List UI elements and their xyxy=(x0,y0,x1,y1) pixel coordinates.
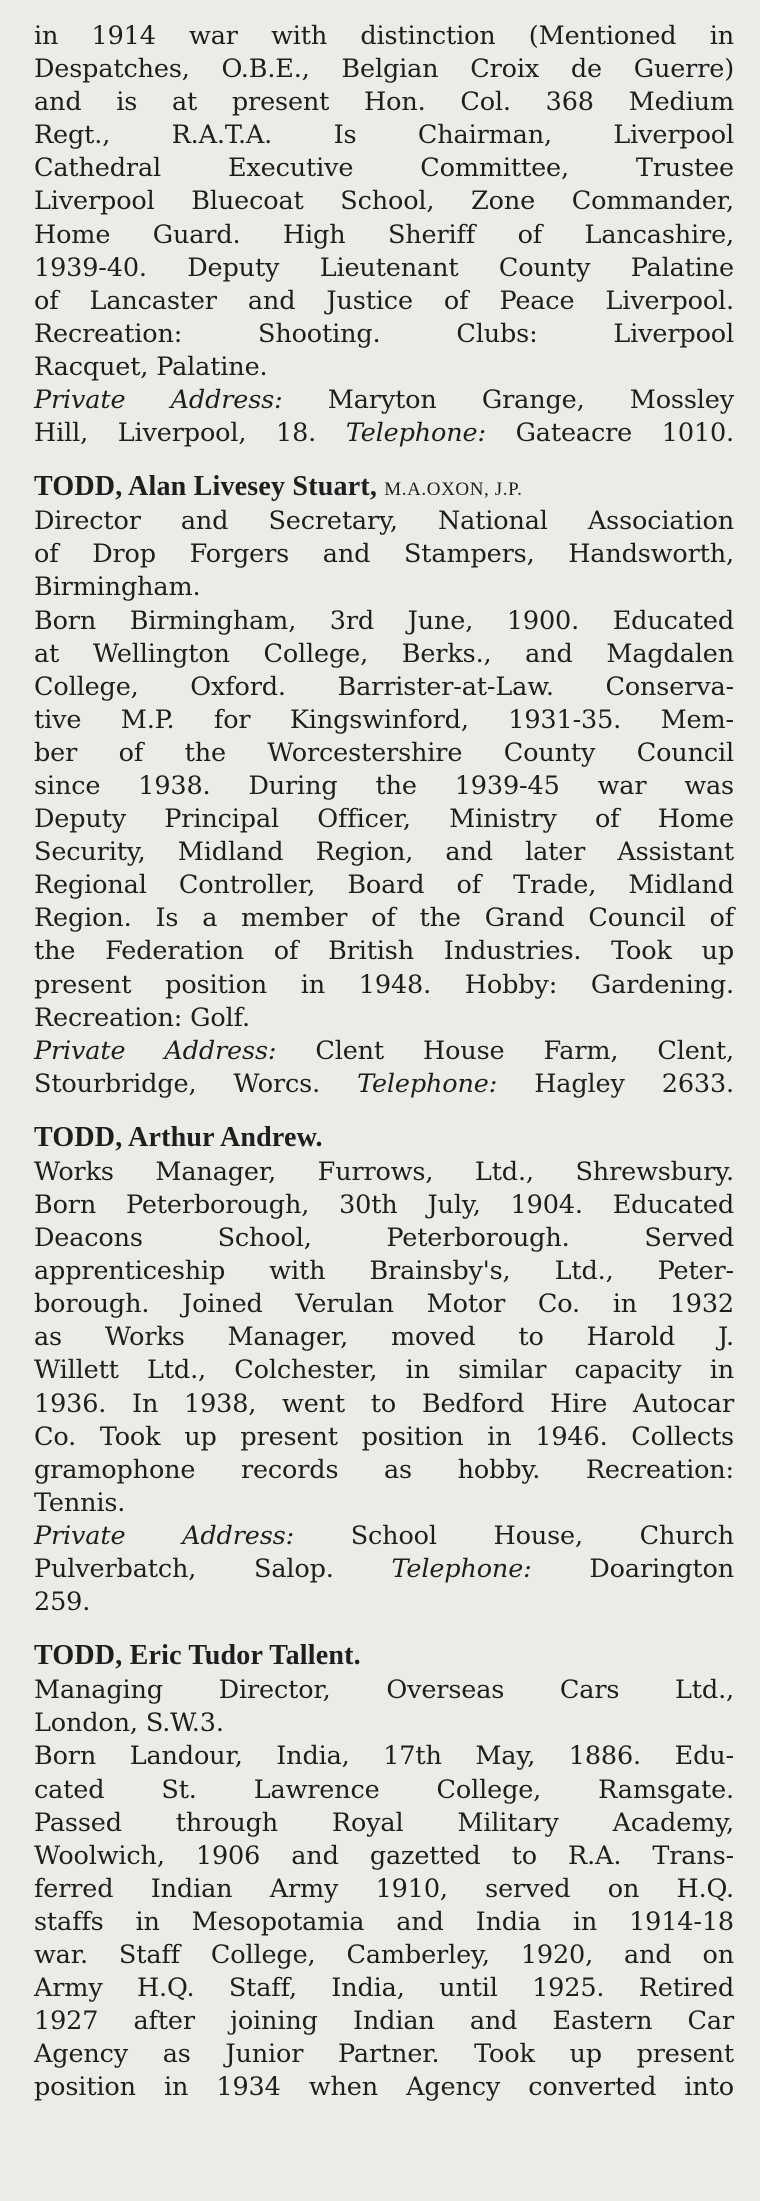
entry-name-heading xyxy=(34,469,734,505)
entry-text-line: apprenticeship with Brainsby's, Ltd., Peter- xyxy=(34,1256,734,1287)
private-address-line xyxy=(34,417,734,450)
entry-text-line: of Drop Forgers and Stampers, Handsworth, xyxy=(34,539,734,570)
entry-text-line: Birmingham. xyxy=(34,572,201,603)
entry-text-line: Recreation: Shooting. Clubs: Liverpool xyxy=(34,318,734,349)
entry-text-line: Co. Took up present position in 1946. Collects xyxy=(34,1421,734,1452)
entry-text-line: Despatches, O.B.E., Belgian Croix de Guerre) xyxy=(34,54,734,85)
entry-text-line: Passed through Royal Military Academy, xyxy=(34,1807,734,1838)
entry-text-line: Agency as Junior Partner. Took up present xyxy=(34,2039,734,2070)
entry-text-line: Recreation: Golf. xyxy=(34,1002,250,1033)
private-address-value: Maryton Grange, Mossley xyxy=(282,385,734,416)
entry-text-line: Born Birmingham, 3rd June, 1900. Educated xyxy=(34,605,734,636)
entry-text-line: the Federation of British Industries. Took up xyxy=(34,936,734,967)
entry-text-line: Cathedral Executive Committee, Trustee xyxy=(34,153,734,184)
entry-text-line: of Lancaster and Justice of Peace Liverpool. xyxy=(34,285,734,316)
private-address-value: Pulverbatch, Salop. xyxy=(34,1554,392,1585)
private-address-line xyxy=(34,1553,734,1586)
entry-text-line: 1927 after joining Indian and Eastern Car xyxy=(34,2006,734,2037)
entry-text-line: Security, Midland Region, and later Assistant xyxy=(34,837,734,868)
entry-text-line: Liverpool Bluecoat School, Zone Commander, xyxy=(34,186,734,217)
entry-text-line: Army H.Q. Staff, India, until 1925. Retired xyxy=(34,1973,734,2004)
telephone-label: Telephone: xyxy=(357,1068,498,1099)
entry-text-line: Home Guard. High Sheriff of Lancashire, xyxy=(34,219,734,250)
entry-name-heading xyxy=(34,1638,734,1674)
private-address-line xyxy=(34,1520,734,1553)
entry-text-line: war. Staff College, Camberley, 1920, and on xyxy=(34,1939,734,1970)
private-address-line xyxy=(34,1068,734,1101)
entry-todd-alan xyxy=(34,469,734,1101)
entry-text-line: position in 1934 when Agency converted into xyxy=(34,2072,734,2103)
entry-name: TODD, Alan Livesey Stuart, xyxy=(34,471,378,503)
entry-text-line: gramophone records as hobby. Recreation: xyxy=(34,1454,734,1485)
entry-text-line: Region. Is a member of the Grand Council of xyxy=(34,903,734,934)
entry-name: TODD, Eric Tudor Tallent. xyxy=(34,1640,361,1672)
entry-text-line: as Works Manager, moved to Harold J. xyxy=(34,1322,734,1353)
entry-text-line: Deputy Principal Officer, Ministry of Home xyxy=(34,804,734,835)
private-address-label: Private Address: xyxy=(34,1035,277,1066)
private-address-label: Private Address: xyxy=(34,385,283,416)
entry-text-line: since 1938. During the 1939-45 war was xyxy=(34,770,734,801)
telephone-label: Telephone: xyxy=(391,1554,532,1585)
entry-text-line: Deacons School, Peterborough. Served xyxy=(34,1223,734,1254)
entry-text-line: 1936. In 1938, went to Bedford Hire Autocar xyxy=(34,1388,734,1419)
telephone-value: 259. xyxy=(34,1587,91,1618)
entry-text-line: present position in 1948. Hobby: Gardening. xyxy=(34,969,734,1000)
private-address-value: School House, Church xyxy=(294,1520,735,1551)
entry-text-line: Regt., R.A.T.A. Is Chairman, Liverpool xyxy=(34,120,734,151)
entry-text-line: ber of the Worcestershire County Council xyxy=(34,737,734,768)
entry-text-line: in 1914 war with distinction (Mentioned in xyxy=(34,21,734,51)
entry-todd-arthur xyxy=(34,1120,734,1619)
entry-text-line: cated St. Lawrence College, Ramsgate. xyxy=(34,1774,734,1805)
entry-text-line: College, Oxford. Barrister-at-Law. Conserva- xyxy=(34,671,734,702)
entry-text-line: 1939-40. Deputy Lieutenant County Palatine xyxy=(34,252,734,283)
entry-text-line: London, S.W.3. xyxy=(34,1708,224,1739)
entry-text-line: Director and Secretary, National Association xyxy=(34,506,734,537)
entry-text-line: borough. Joined Verulan Motor Co. in 1932 xyxy=(34,1289,734,1320)
private-address-line xyxy=(34,384,734,417)
entry-text-line: Woolwich, 1906 and gazetted to R.A. Trans- xyxy=(34,1840,734,1871)
entry-text-line: Born Peterborough, 30th July, 1904. Educated xyxy=(34,1190,734,1220)
private-address-value: Hill, Liverpool, 18. xyxy=(34,418,346,449)
telephone-value: Doarington xyxy=(531,1554,735,1585)
entry-text-line: Managing Director, Overseas Cars Ltd., xyxy=(34,1675,734,1706)
telephone-continued-line xyxy=(34,1586,734,1619)
private-address-value: Stourbridge, Worcs. xyxy=(34,1068,358,1099)
telephone-label: Telephone: xyxy=(345,418,486,449)
private-address-label: Private Address: xyxy=(34,1520,295,1551)
entry-text-line: Tennis. xyxy=(34,1487,126,1518)
entry-text-line: and is at present Hon. Col. 368 Medium xyxy=(34,87,734,118)
entry-text-line: ferred Indian Army 1910, served on H.Q. xyxy=(34,1873,734,1904)
entry-text-line: Willett Ltd., Colchester, in similar capacity in xyxy=(34,1355,734,1386)
private-address-line xyxy=(34,1035,734,1068)
entry-name-heading xyxy=(34,1120,734,1156)
entry-text-line: staffs in Mesopotamia and India in 1914-18 xyxy=(34,1906,734,1937)
entry-text-line: Regional Controller, Board of Trade, Midland xyxy=(34,870,734,901)
entry-continued xyxy=(34,20,734,450)
entry-name: TODD, Arthur Andrew. xyxy=(34,1121,323,1153)
private-address-value: Clent House Farm, Clent, xyxy=(276,1035,735,1066)
entry-qualifications: M.A.OXON, J.P. xyxy=(384,479,523,501)
entry-text-line: Works Manager, Furrows, Ltd., Shrewsbury. xyxy=(34,1156,734,1187)
entry-text-line: Born Landour, India, 17th May, 1886. Edu- xyxy=(34,1741,734,1772)
entry-text-line: tive M.P. for Kingswinford, 1931-35. Mem- xyxy=(34,704,734,735)
telephone-value: Hagley 2633. xyxy=(497,1068,734,1099)
telephone-value: Gateacre 1010. xyxy=(485,418,734,449)
entry-todd-eric xyxy=(34,1638,734,2104)
entry-text-line: Racquet, Palatine. xyxy=(34,351,268,382)
entry-text-line: at Wellington College, Berks., and Magdalen xyxy=(34,638,734,669)
